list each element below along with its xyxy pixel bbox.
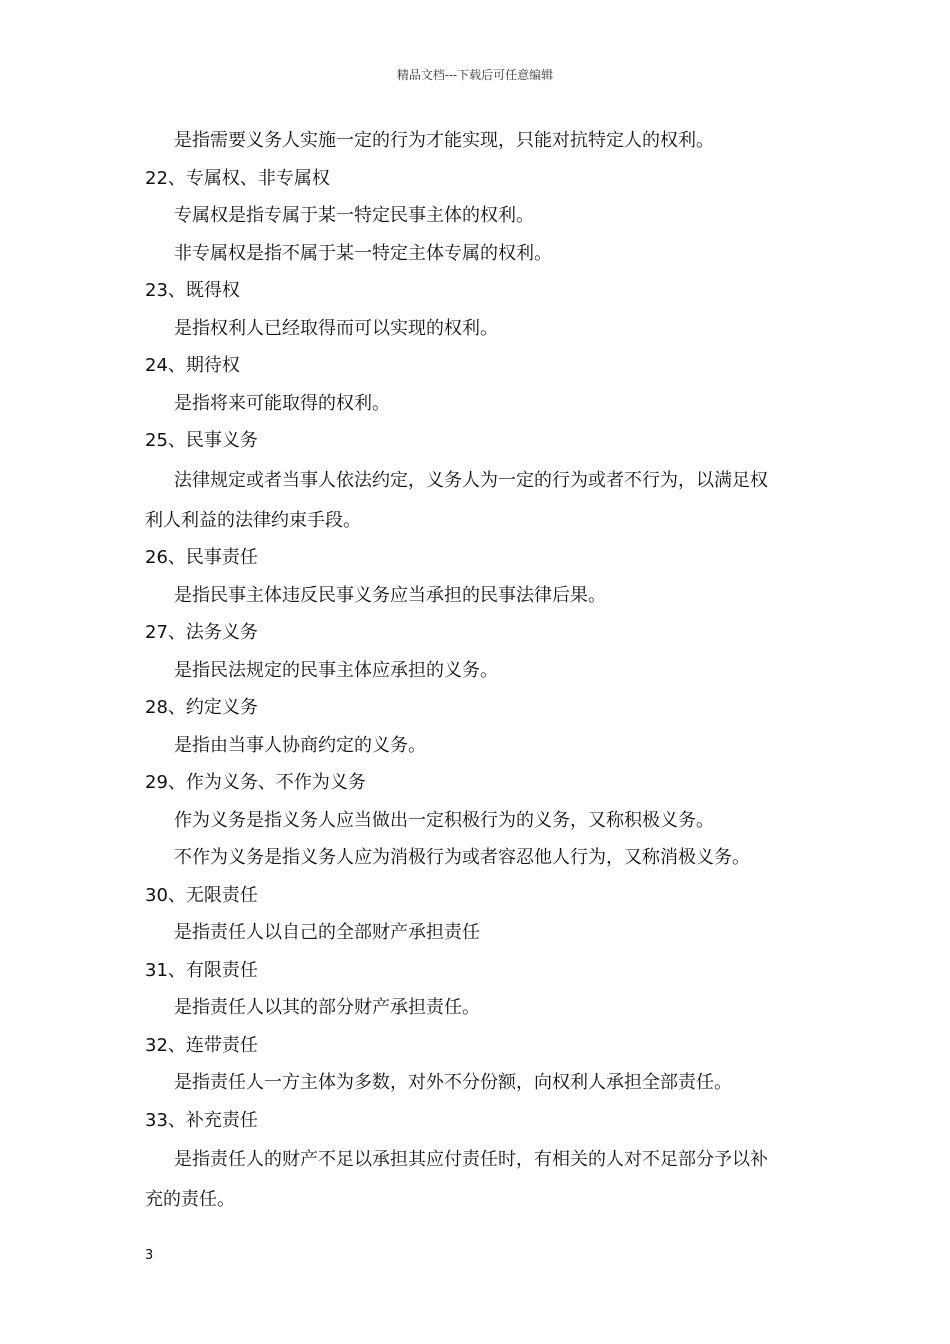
paragraph-line: 是指责任人一方主体为多数，对外不分份额，向权利人承担全部责任。 [174, 1072, 732, 1093]
section-heading: 30、无限责任 [145, 884, 258, 906]
paragraph-line: 是指权利人已经取得而可以实现的权利。 [174, 317, 498, 339]
paragraph-line: 非专属权是指不属于某一特定主体专属的权利。 [174, 242, 552, 264]
section-heading: 23、既得权 [145, 280, 240, 301]
paragraph-line: 是指需要义务人实施一定的行为才能实现，只能对抗特定人的权利。 [174, 130, 714, 151]
paragraph-line: 是指将来可能取得的权利。 [174, 392, 390, 414]
paragraph-line: 不作为义务是指义务人应为消极行为或者容忍他人行为，又称消极义务。 [174, 847, 750, 868]
section-heading: 22、专属权、非专属权 [145, 167, 330, 189]
paragraph-line: 是指责任人的财产不足以承担其应付责任时，有相关的人对不足部分予以补 [174, 1149, 768, 1170]
section-heading: 24、期待权 [145, 355, 240, 376]
page-number: 3 [145, 1248, 154, 1263]
section-heading: 28、约定义务 [145, 697, 258, 718]
paragraph-line: 是指民法规定的民事主体应承担的义务。 [174, 659, 498, 681]
paragraph-line: 是指由当事人协商约定的义务。 [174, 734, 426, 756]
paragraph-line: 利人利益的法律约束手段。 [145, 509, 361, 531]
document-body [145, 122, 815, 1219]
section-heading: 27、法务义务 [145, 622, 258, 643]
section-heading: 29、作为义务、不作为义务 [145, 772, 366, 793]
section-heading: 31、有限责任 [145, 959, 258, 981]
section-heading: 25、民事义务 [145, 430, 258, 451]
paragraph-line: 专属权是指专属于某一特定民事主体的权利。 [174, 205, 534, 226]
page-header: 精品文档---下载后可任意编辑 [396, 68, 554, 82]
section-heading: 26、民事责任 [145, 547, 258, 568]
paragraph-line: 充的责任。 [145, 1189, 235, 1210]
section-heading: 32、连带责任 [145, 1034, 258, 1056]
paragraph-line: 是指责任人以自己的全部财产承担责任 [174, 922, 480, 943]
paragraph-line: 是指民事主体违反民事义务应当承担的民事法律后果。 [174, 584, 606, 606]
paragraph-line: 是指责任人以其的部分财产承担责任。 [174, 997, 480, 1018]
section-heading: 33、补充责任 [145, 1109, 258, 1131]
paragraph-line: 法律规定或者当事人依法约定，义务人为一定的行为或者不行为，以满足权 [174, 469, 768, 491]
paragraph-line: 作为义务是指义务人应当做出一定积极行为的义务，又称积极义务。 [174, 809, 714, 831]
